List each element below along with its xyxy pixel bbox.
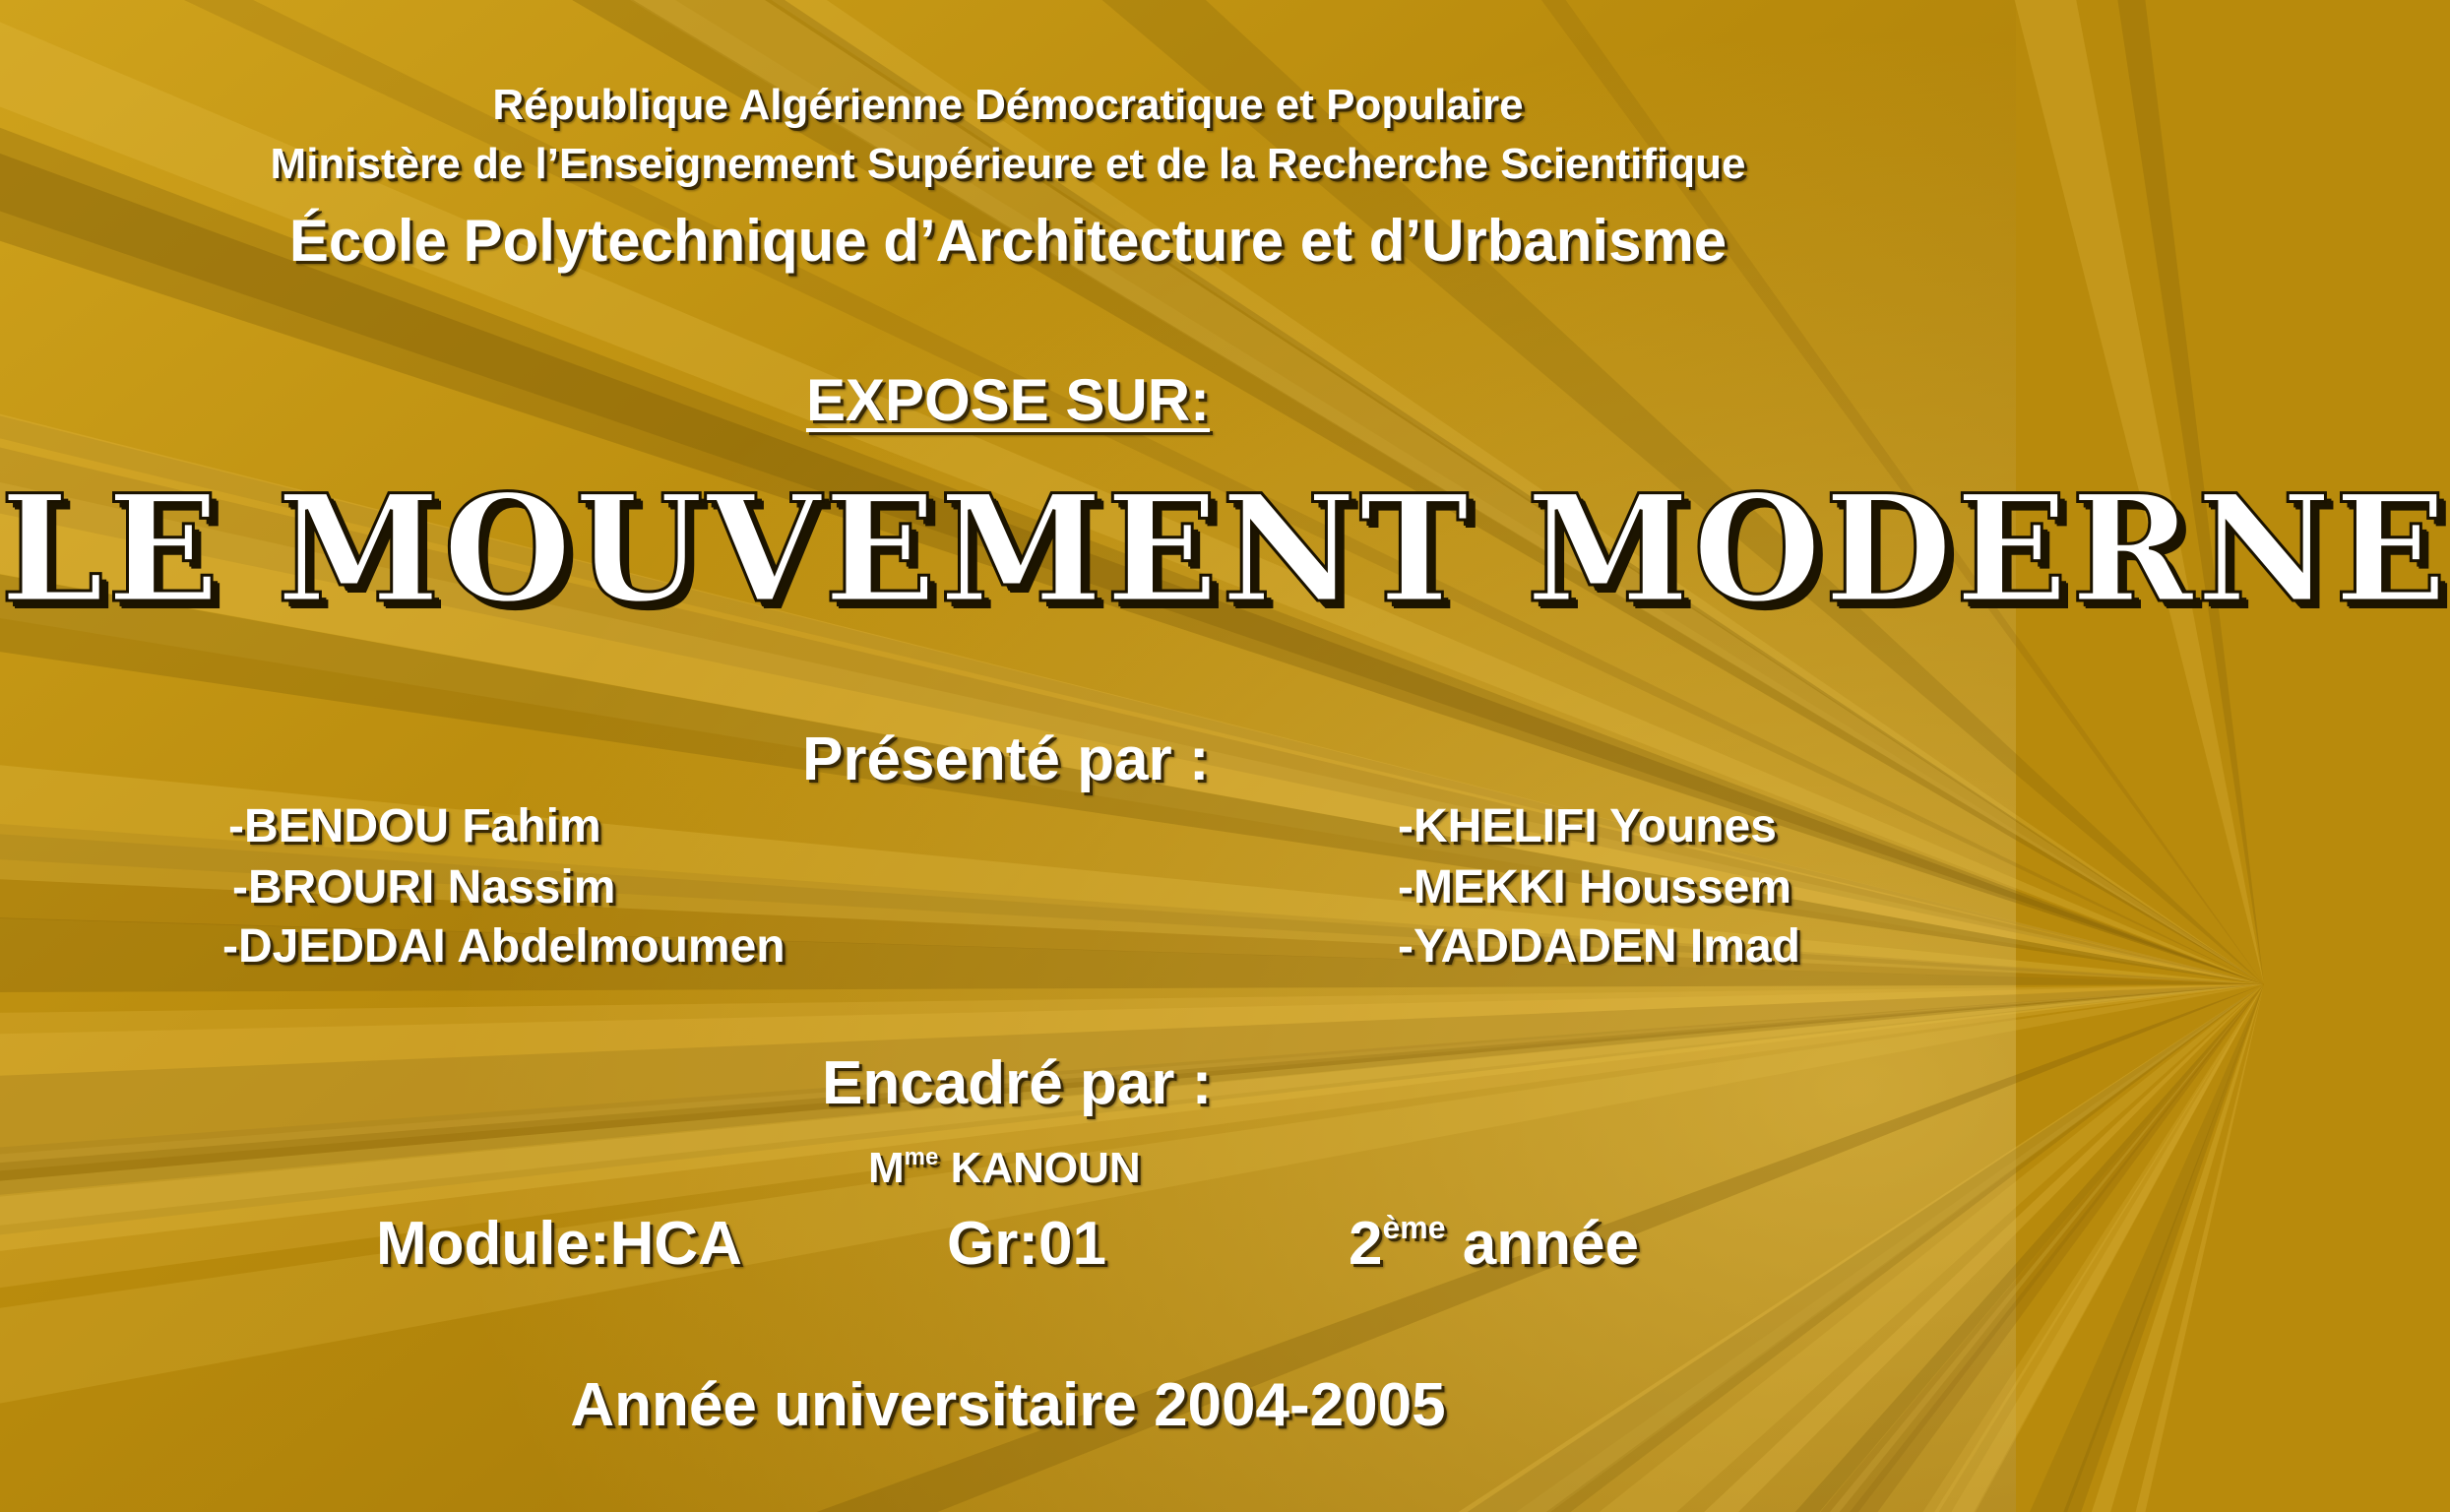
presenter-left-1: -BENDOU Fahim — [228, 800, 601, 852]
group-info: Gr:01 — [947, 1210, 1106, 1278]
subject-label-text: EXPOSE SUR: — [805, 367, 1211, 433]
module-info: Module:HCA — [376, 1210, 742, 1278]
presenter-right-1: -KHELIFI Younes — [1398, 800, 1777, 852]
main-title: LE MOUVEMENT MODERNE — [0, 463, 2450, 636]
year-suffix: ème — [1382, 1210, 1446, 1245]
subject-label — [0, 366, 2016, 434]
presenter-left-3: -DJEDDAI Abdelmoumen — [222, 920, 785, 973]
presenter-right-3: -YADDADEN Imad — [1398, 920, 1800, 973]
year-word: année — [1462, 1210, 1639, 1278]
supervisor-surname: KANOUN — [950, 1144, 1141, 1192]
ministry-line: Ministère de l’Enseignement Supérieure et de la Recherche Scientifique — [270, 140, 1746, 188]
supervisor-title-sup: me — [904, 1144, 939, 1170]
supervisor-name — [868, 1144, 1141, 1193]
supervisor-title: M — [868, 1144, 905, 1192]
year-info — [1349, 1209, 1639, 1279]
republic-line: République Algérienne Démocratique et Populaire — [492, 81, 1524, 129]
year-number: 2 — [1349, 1210, 1383, 1278]
presenter-right-2: -MEKKI Houssem — [1398, 861, 1792, 914]
school-name: École Polytechnique d’Architecture et d’Urbanisme — [288, 208, 1728, 274]
presenter-left-2: -BROURI Nassim — [232, 861, 616, 914]
presented-by-label: Présenté par : — [802, 725, 1210, 793]
academic-year: Année universitaire 2004-2005 — [570, 1371, 1446, 1439]
supervised-by-label: Encadré par : — [822, 1049, 1213, 1117]
